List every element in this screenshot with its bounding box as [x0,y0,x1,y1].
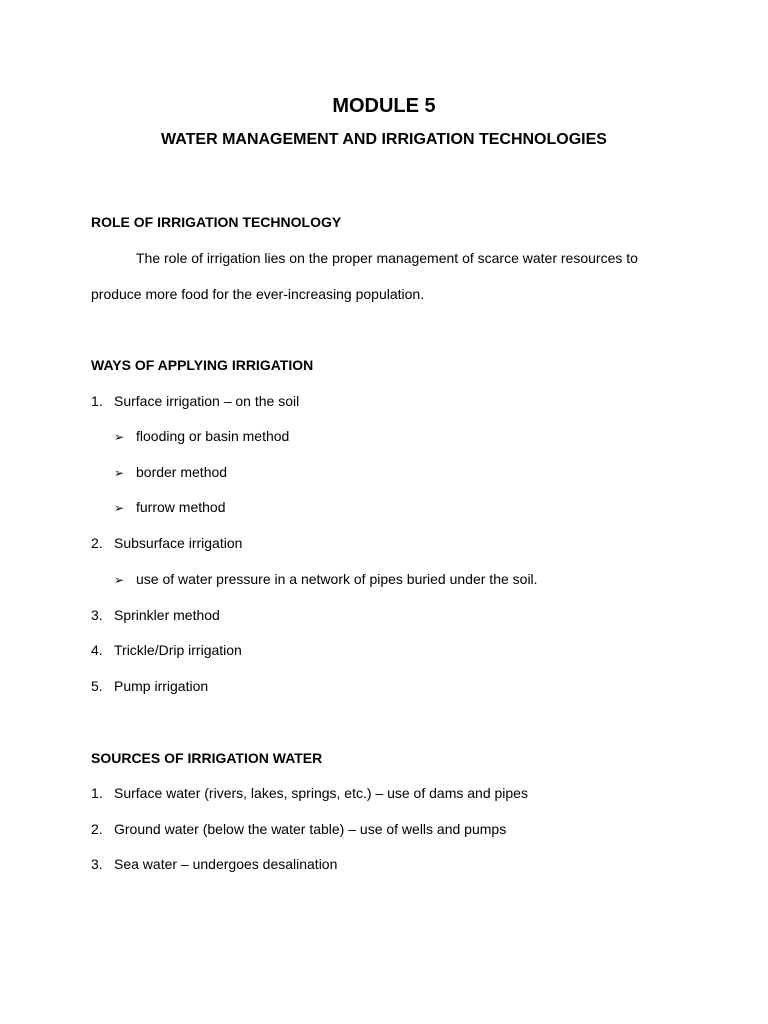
list-item: Sprinkler method [114,607,220,623]
arrow-bullet-icon: ➢ [114,466,125,480]
list-number: 3. [91,607,103,623]
list-item: Sea water – undergoes desalination [114,856,338,872]
arrow-bullet-icon: ➢ [114,573,125,587]
sub-list-item: flooding or basin method [136,428,290,444]
list-item: Trickle/Drip irrigation [114,642,242,658]
list-number: 2. [91,535,103,551]
list-item: Subsurface irrigation [114,535,243,551]
arrow-bullet-icon: ➢ [114,501,125,515]
section-heading-ways: WAYS OF APPLYING IRRIGATION [91,357,314,373]
list-item: Surface water (rivers, lakes, springs, etc.) – use of dams and pipes [114,785,528,801]
list-item: Surface irrigation – on the soil [114,393,300,409]
sub-list-item: use of water pressure in a network of pipes buried under the soil. [136,571,538,587]
list-number: 3. [91,856,103,872]
list-number: 2. [91,821,103,837]
module-title: MODULE 5 [332,95,436,117]
sub-list-item: furrow method [136,499,226,515]
list-item: Ground water (below the water table) – use of wells and pumps [114,821,507,837]
list-number: 4. [91,642,103,658]
list-number: 5. [91,678,103,694]
sub-list-item: border method [136,464,228,480]
list-number: 1. [91,785,103,801]
module-subtitle: WATER MANAGEMENT AND IRRIGATION TECHNOLOGIES [161,131,607,148]
arrow-bullet-icon: ➢ [114,430,125,444]
section-heading-sources: SOURCES OF IRRIGATION WATER [91,750,323,766]
section-heading-role: ROLE OF IRRIGATION TECHNOLOGY [91,214,342,230]
list-item: Pump irrigation [114,678,209,694]
paragraph-line: The role of irrigation lies on the proper management of scarce water resources to [136,250,638,266]
paragraph-line: produce more food for the ever-increasing population. [91,286,425,302]
list-number: 1. [91,393,103,409]
